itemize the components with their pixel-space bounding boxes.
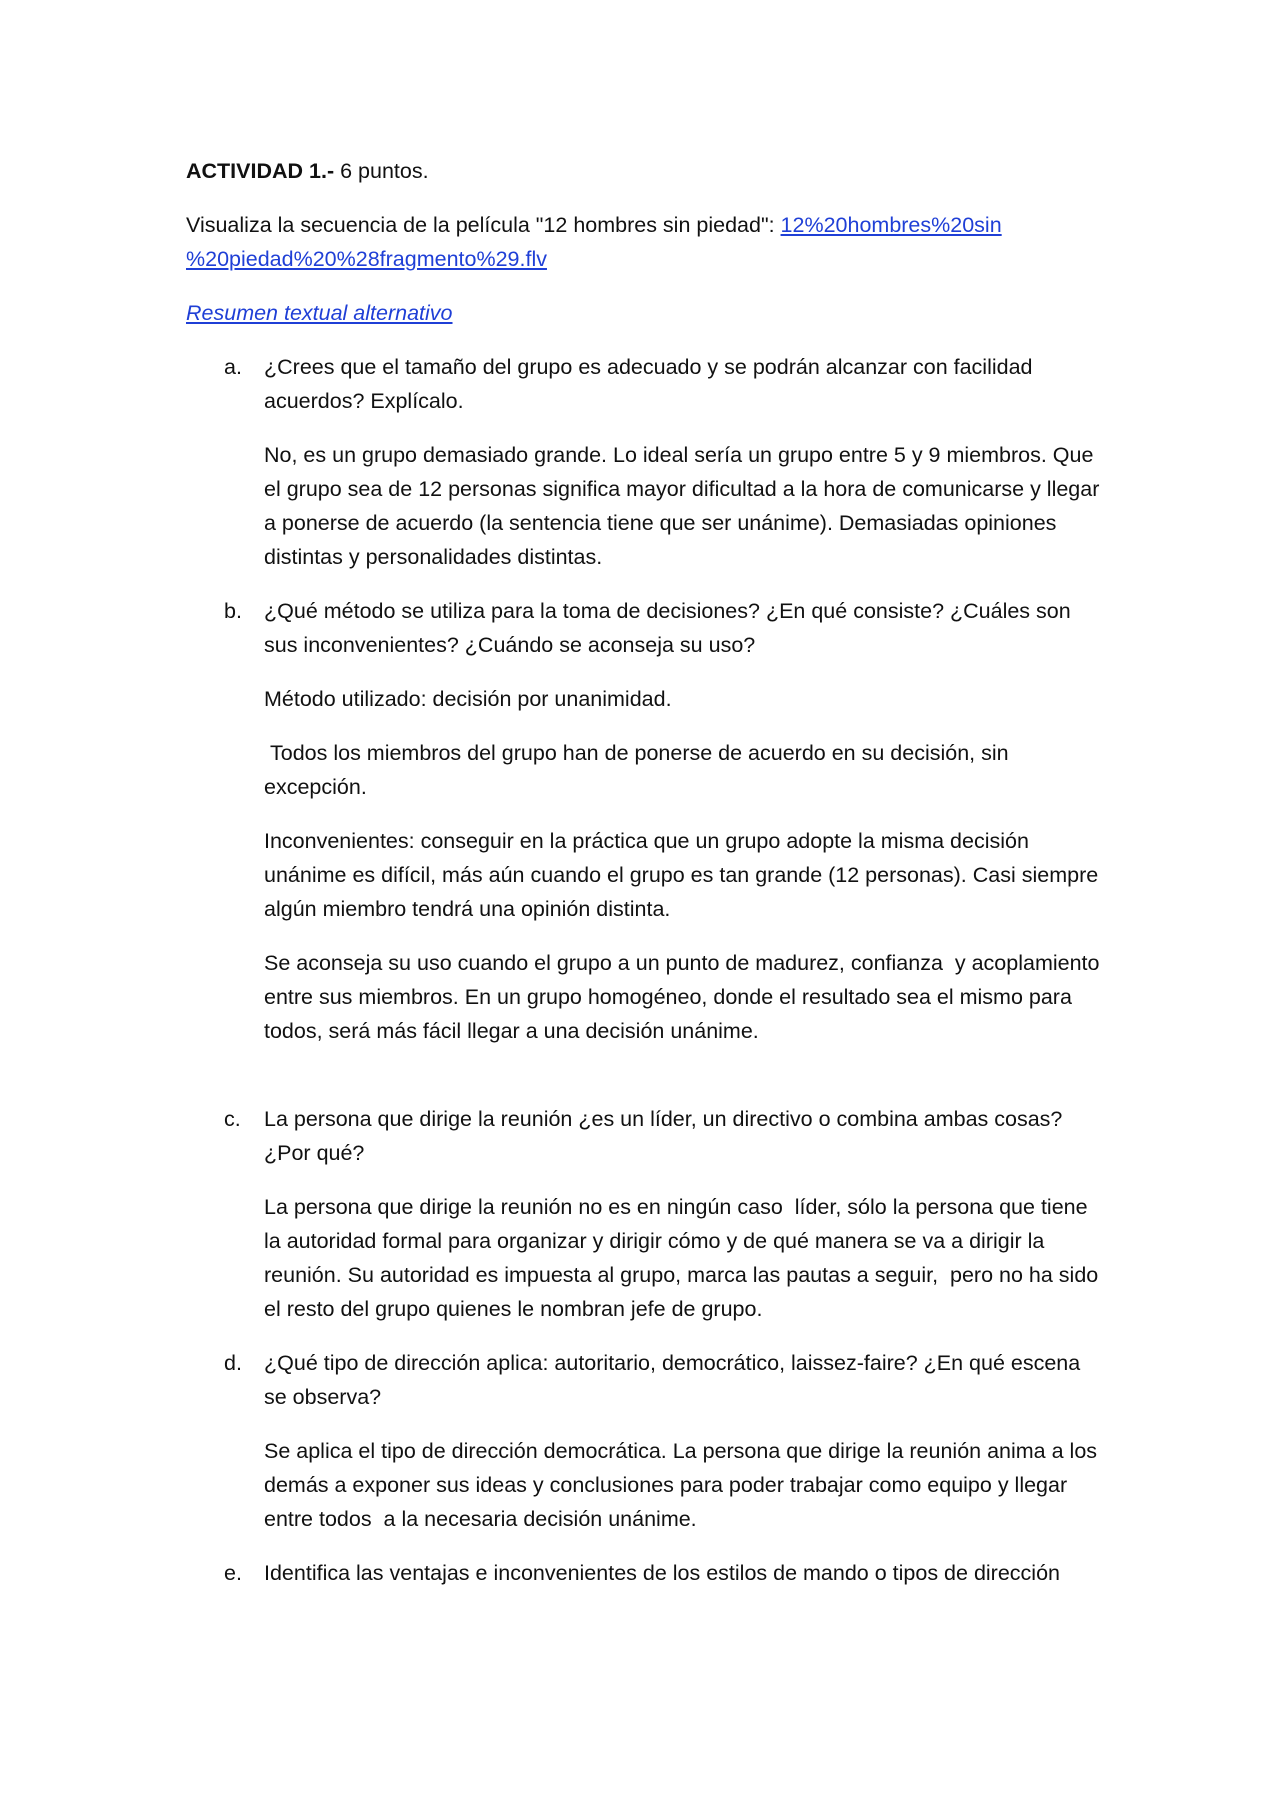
answer-paragraph: Método utilizado: decisión por unanimidad. — [264, 687, 672, 711]
list-marker: b. — [224, 599, 242, 623]
question-item-c — [186, 1102, 1106, 1326]
video-link-part1: 12%20hombres%20sin — [780, 213, 1002, 237]
alt-summary-link[interactable]: Resumen textual alternativo — [186, 301, 453, 325]
question-text: La persona que dirige la reunión ¿es un líder, un directivo o combina ambas cosas? ¿Por qué? — [264, 1107, 1063, 1165]
question-text: Identifica las ventajas e inconvenientes de los estilos de mando o tipos de dirección — [264, 1561, 1060, 1585]
list-marker: d. — [224, 1351, 242, 1375]
document-body — [186, 154, 1106, 1610]
question-item-e — [186, 1556, 1106, 1590]
activity-title — [186, 154, 1106, 188]
activity-title-points: 6 puntos. — [334, 159, 429, 183]
answer-paragraph: Se aplica el tipo de dirección democrática. La persona que dirige la reunión anima a los demás a exponer sus ideas y conclusiones para poder trabajar como equipo y llegar entre todos a la necesaria decisión unánime. — [264, 1439, 1104, 1531]
question-text: ¿Qué método se utiliza para la toma de decisiones? ¿En qué consiste? ¿Cuáles son sus inconvenientes? ¿Cuándo se aconseja su uso? — [264, 599, 1071, 657]
question-item-b — [186, 594, 1106, 1048]
answer-paragraph: Inconvenientes: conseguir en la práctica que un grupo adopte la misma decisión unánime es difícil, más aún cuando el grupo es tan grande (12 personas). Casi siempre algún miembro tendrá una opinión distinta. — [264, 829, 1099, 921]
list-marker: c. — [224, 1107, 241, 1131]
question-item-d — [186, 1346, 1106, 1536]
activity-title-bold: ACTIVIDAD 1.- — [186, 159, 335, 183]
answer-paragraph: Todos los miembros del grupo han de ponerse de acuerdo en su decisión, sin excepción. — [264, 741, 1015, 799]
answer-paragraph: La persona que dirige la reunión no es en ningún caso líder, sólo la persona que tiene la autoridad formal para organizar y dirigir cómo y de qué manera se va a dirigir la reunión. Su autoridad es impuesta al grupo, marca las pautas a seguir, pero no ha sido el resto del grupo quienes le nombran jefe de grupo. — [264, 1195, 1105, 1321]
blank-space — [186, 1048, 1106, 1102]
answer-paragraph: Se aconseja su uso cuando el grupo a un punto de madurez, confianza y acoplamiento entre sus miembros. En un grupo homogéneo, donde el resultado sea el mismo para todos, será más fácil llegar a una decisión unánime. — [264, 951, 1106, 1043]
answer-paragraph: No, es un grupo demasiado grande. Lo ideal sería un grupo entre 5 y 9 miembros. Que el grupo sea de 12 personas significa mayor dificultad a la hora de comunicarse y llegar a ponerse de acuerdo (la sentencia tiene que ser unánime). Demasiadas opiniones distintas y personalidades distintas. — [264, 443, 1100, 569]
question-item-a — [186, 350, 1106, 574]
list-marker: a. — [224, 355, 242, 379]
question-text: ¿Qué tipo de dirección aplica: autoritario, democrático, laissez-faire? ¿En qué escena se observa? — [264, 1351, 1081, 1409]
activity-intro — [186, 208, 1106, 276]
question-text: ¿Crees que el tamaño del grupo es adecuado y se podrán alcanzar con facilidad acuerdos? Explícalo. — [264, 355, 1033, 413]
list-marker: e. — [224, 1561, 242, 1585]
intro-text: Visualiza la secuencia de la película "12 hombres sin piedad": — [186, 213, 781, 237]
video-link-part2: %20piedad%20%28fragmento%29.flv — [186, 247, 547, 271]
